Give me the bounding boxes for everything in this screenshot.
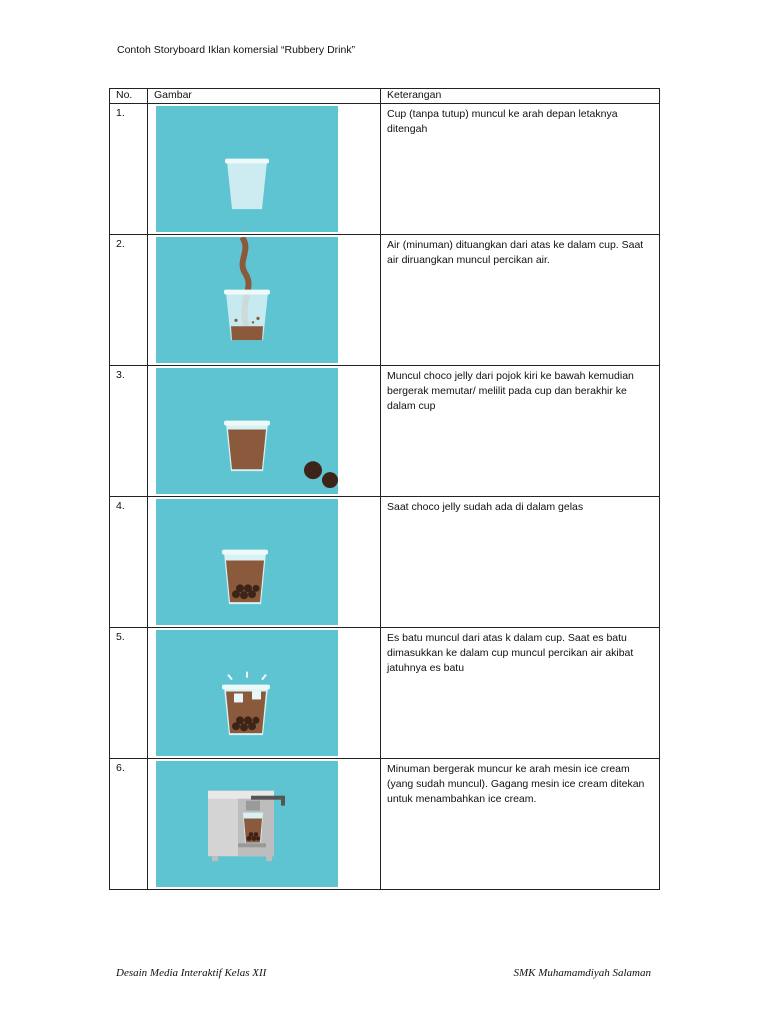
row-number: 1. <box>110 104 148 235</box>
storyboard-table <box>109 88 660 890</box>
header-keterangan: Keterangan <box>381 89 660 104</box>
scene-2-image <box>156 237 338 363</box>
table-row <box>110 366 660 497</box>
row-number: 6. <box>110 759 148 890</box>
table-row <box>110 235 660 366</box>
scene-description: Es batu muncul dari atas k dalam cup. Saat es batu dimasukkan ke dalam cup muncul percikan air akibat jatuhnya es batu <box>381 628 660 759</box>
header-no: No. <box>110 89 148 104</box>
scene-image-cell <box>148 497 381 628</box>
ice-cube-icon <box>234 693 243 702</box>
table-row <box>110 497 660 628</box>
scene-1-image <box>156 106 338 232</box>
scene-image-cell <box>148 235 381 366</box>
row-number: 4. <box>110 497 148 628</box>
scene-4-image <box>156 499 338 625</box>
scene-image-cell <box>148 759 381 890</box>
cup-icon <box>227 162 267 210</box>
scene-description: Cup (tanpa tutup) muncul ke arah depan letaknya ditengah <box>381 104 660 235</box>
splash-icon <box>228 672 266 680</box>
table-row <box>110 759 660 890</box>
drink-icon <box>228 430 266 470</box>
table-header-row <box>110 89 660 104</box>
row-number: 3. <box>110 366 148 497</box>
table-row <box>110 628 660 759</box>
choco-jelly-icon <box>304 461 322 479</box>
scene-description: Saat choco jelly sudah ada di dalam gelas <box>381 497 660 628</box>
header-gambar: Gambar <box>148 89 381 104</box>
scene-image-cell <box>148 104 381 235</box>
footer-school: SMK Muhamamdiyah Salaman <box>513 967 651 979</box>
scene-image-cell <box>148 628 381 759</box>
row-number: 2. <box>110 235 148 366</box>
drink-icon <box>231 326 263 340</box>
choco-jelly-icon <box>322 472 338 488</box>
scene-6-image <box>156 761 338 887</box>
table-row <box>110 104 660 235</box>
footer-course: Desain Media Interaktif Kelas XII <box>116 967 267 979</box>
scene-description: Minuman bergerak muncur ke arah mesin ice cream (yang sudah muncul). Gagang mesin ice cream ditekan untuk menambahkan ice cream. <box>381 759 660 890</box>
scene-description: Muncul choco jelly dari pojok kiri ke bawah kemudian bergerak memutar/ melilit pada cup dan berakhir ke dalam cup <box>381 366 660 497</box>
scene-5-image <box>156 630 338 756</box>
scene-description: Air (minuman) dituangkan dari atas ke dalam cup. Saat air diruangkan muncul percikan air. <box>381 235 660 366</box>
scene-image-cell <box>148 366 381 497</box>
document-title: Contoh Storyboard Iklan komersial “Rubbery Drink” <box>117 44 356 56</box>
scene-3-image <box>156 368 338 494</box>
ice-cube-icon <box>252 691 261 700</box>
row-number: 5. <box>110 628 148 759</box>
